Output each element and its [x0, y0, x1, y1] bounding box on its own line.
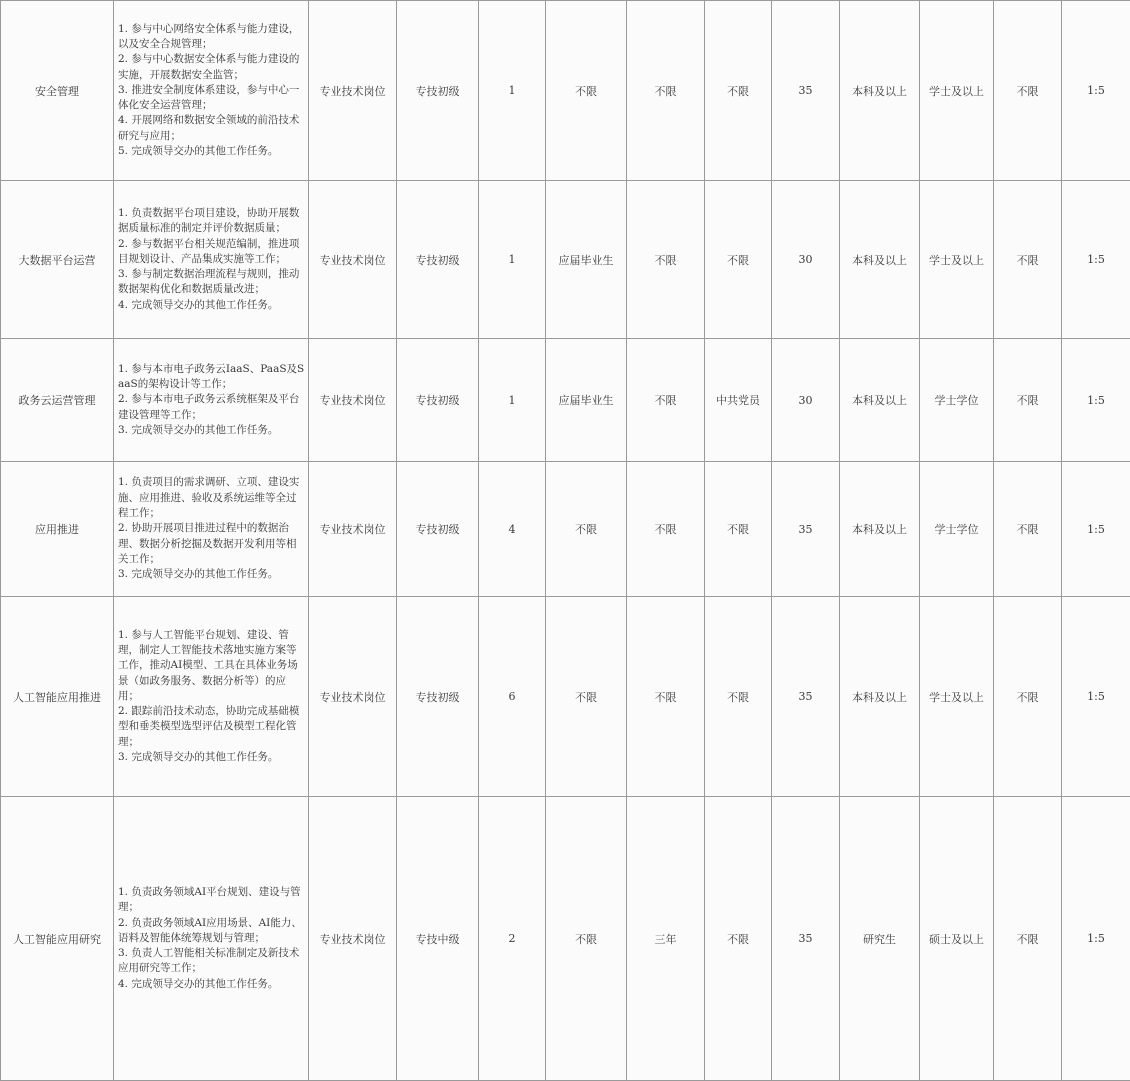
education-cell: 本科及以上: [840, 181, 920, 339]
headcount-cell: 1: [479, 339, 546, 462]
other-requirement-cell: 不限: [994, 181, 1062, 339]
level-cell: 专技初级: [397, 462, 479, 597]
duty-item: 1. 参与本市电子政务云IaaS、PaaS及SaaS的架构设计等工作；: [118, 362, 305, 393]
experience-cell: 不限: [627, 1, 705, 181]
interview-ratio-cell: 1:5: [1062, 597, 1130, 797]
duty-item: 3. 负责人工智能相关标准制定及新技术应用研究等工作；: [118, 946, 305, 977]
duty-item: 2. 协助开展项目推进过程中的数据治理、数据分析挖掘及数据开发利用等相关工作；: [118, 521, 305, 567]
candidate-source-cell: 不限: [546, 797, 627, 1081]
duties-cell: [114, 797, 309, 1081]
political-status-cell: 不限: [705, 1, 772, 181]
political-status-cell: 中共党员: [705, 339, 772, 462]
category-cell: 专业技术岗位: [309, 462, 397, 597]
age-limit-cell: 35: [772, 462, 840, 597]
experience-cell: 不限: [627, 462, 705, 597]
duty-item: 2. 参与本市电子政务云系统框架及平台建设管理等工作；: [118, 392, 305, 423]
other-requirement-cell: 不限: [994, 462, 1062, 597]
interview-ratio-cell: 1:5: [1062, 1, 1130, 181]
degree-cell: 学士学位: [920, 339, 994, 462]
other-requirement-cell: 不限: [994, 339, 1062, 462]
headcount-cell: 2: [479, 797, 546, 1081]
duty-item: 2. 负责政务领域AI应用场景、AI能力、语料及智能体统筹规划与管理；: [118, 916, 305, 947]
other-requirement-cell: 不限: [994, 1, 1062, 181]
age-limit-cell: 35: [772, 1, 840, 181]
political-status-cell: 不限: [705, 462, 772, 597]
duties-cell: [114, 339, 309, 462]
candidate-source-cell: 不限: [546, 597, 627, 797]
duty-item: 3. 完成领导交办的其他工作任务。: [118, 567, 305, 582]
table-row: [1, 1, 1130, 181]
duty-item: 4. 开展网络和数据安全领域的前沿技术研究与应用；: [118, 113, 305, 144]
table-row: [1, 181, 1130, 339]
level-cell: 专技初级: [397, 597, 479, 797]
category-cell: 专业技术岗位: [309, 1, 397, 181]
interview-ratio-cell: 1:5: [1062, 462, 1130, 597]
table-row: [1, 797, 1130, 1081]
age-limit-cell: 35: [772, 597, 840, 797]
duties-cell: [114, 181, 309, 339]
table-row: [1, 597, 1130, 797]
duties-cell: [114, 1, 309, 181]
position-name-cell: 应用推进: [1, 462, 114, 597]
duty-item: 2. 参与中心数据安全体系与能力建设的实施，开展数据安全监管；: [118, 52, 305, 83]
age-limit-cell: 30: [772, 181, 840, 339]
age-limit-cell: 30: [772, 339, 840, 462]
duty-item: 1. 参与中心网络安全体系与能力建设，以及安全合规管理；: [118, 22, 305, 53]
degree-cell: 学士及以上: [920, 597, 994, 797]
degree-cell: 硕士及以上: [920, 797, 994, 1081]
candidate-source-cell: 不限: [546, 1, 627, 181]
category-cell: 专业技术岗位: [309, 597, 397, 797]
education-cell: 本科及以上: [840, 597, 920, 797]
position-name-cell: 人工智能应用研究: [1, 797, 114, 1081]
headcount-cell: 6: [479, 597, 546, 797]
duty-item: 5. 完成领导交办的其他工作任务。: [118, 144, 305, 159]
candidate-source-cell: 应届毕业生: [546, 339, 627, 462]
level-cell: 专技初级: [397, 181, 479, 339]
experience-cell: 三年: [627, 797, 705, 1081]
category-cell: 专业技术岗位: [309, 339, 397, 462]
duty-item: 3. 参与制定数据治理流程与规则，推动数据架构优化和数据质量改进；: [118, 267, 305, 298]
level-cell: 专技初级: [397, 339, 479, 462]
duty-item: 3. 推进安全制度体系建设，参与中心一体化安全运营管理；: [118, 83, 305, 114]
political-status-cell: 不限: [705, 797, 772, 1081]
political-status-cell: 不限: [705, 597, 772, 797]
duty-item: 1. 负责项目的需求调研、立项、建设实施、应用推进、验收及系统运维等全过程工作；: [118, 475, 305, 521]
degree-cell: 学士及以上: [920, 1, 994, 181]
duty-item: 1. 参与人工智能平台规划、建设、管理，制定人工智能技术落地实施方案等工作，推动AI模型、工具在具体业务场景（如政务服务、数据分析等）的应用；: [118, 628, 305, 704]
position-name-cell: 人工智能应用推进: [1, 597, 114, 797]
political-status-cell: 不限: [705, 181, 772, 339]
candidate-source-cell: 应届毕业生: [546, 181, 627, 339]
experience-cell: 不限: [627, 339, 705, 462]
candidate-source-cell: 不限: [546, 462, 627, 597]
education-cell: 本科及以上: [840, 462, 920, 597]
other-requirement-cell: 不限: [994, 597, 1062, 797]
experience-cell: 不限: [627, 597, 705, 797]
degree-cell: 学士学位: [920, 462, 994, 597]
degree-cell: 学士及以上: [920, 181, 994, 339]
level-cell: 专技初级: [397, 1, 479, 181]
experience-cell: 不限: [627, 181, 705, 339]
interview-ratio-cell: 1:5: [1062, 339, 1130, 462]
table-row: [1, 462, 1130, 597]
duty-item: 4. 完成领导交办的其他工作任务。: [118, 298, 305, 313]
table-body: [1, 1, 1130, 1081]
headcount-cell: 1: [479, 1, 546, 181]
duty-item: 2. 跟踪前沿技术动态，协助完成基础模型和垂类模型选型评估及模型工程化管理；: [118, 704, 305, 750]
duty-item: 3. 完成领导交办的其他工作任务。: [118, 750, 305, 765]
category-cell: 专业技术岗位: [309, 181, 397, 339]
level-cell: 专技中级: [397, 797, 479, 1081]
other-requirement-cell: 不限: [994, 797, 1062, 1081]
duties-cell: [114, 462, 309, 597]
headcount-cell: 4: [479, 462, 546, 597]
duty-item: 2. 参与数据平台相关规范编制，推进项目规划设计、产品集成实施等工作；: [118, 237, 305, 268]
duty-item: 1. 负责数据平台项目建设，协助开展数据质量标准的制定并评价数据质量；: [118, 206, 305, 237]
duty-item: 3. 完成领导交办的其他工作任务。: [118, 423, 305, 438]
position-name-cell: 政务云运营管理: [1, 339, 114, 462]
position-name-cell: 安全管理: [1, 1, 114, 181]
duty-item: 1. 负责政务领域AI平台规划、建设与管理；: [118, 885, 305, 916]
education-cell: 本科及以上: [840, 1, 920, 181]
duties-cell: [114, 597, 309, 797]
position-name-cell: 大数据平台运营: [1, 181, 114, 339]
age-limit-cell: 35: [772, 797, 840, 1081]
education-cell: 研究生: [840, 797, 920, 1081]
education-cell: 本科及以上: [840, 339, 920, 462]
table-row: [1, 339, 1130, 462]
interview-ratio-cell: 1:5: [1062, 797, 1130, 1081]
category-cell: 专业技术岗位: [309, 797, 397, 1081]
headcount-cell: 1: [479, 181, 546, 339]
interview-ratio-cell: 1:5: [1062, 181, 1130, 339]
duty-item: 4. 完成领导交办的其他工作任务。: [118, 977, 305, 992]
